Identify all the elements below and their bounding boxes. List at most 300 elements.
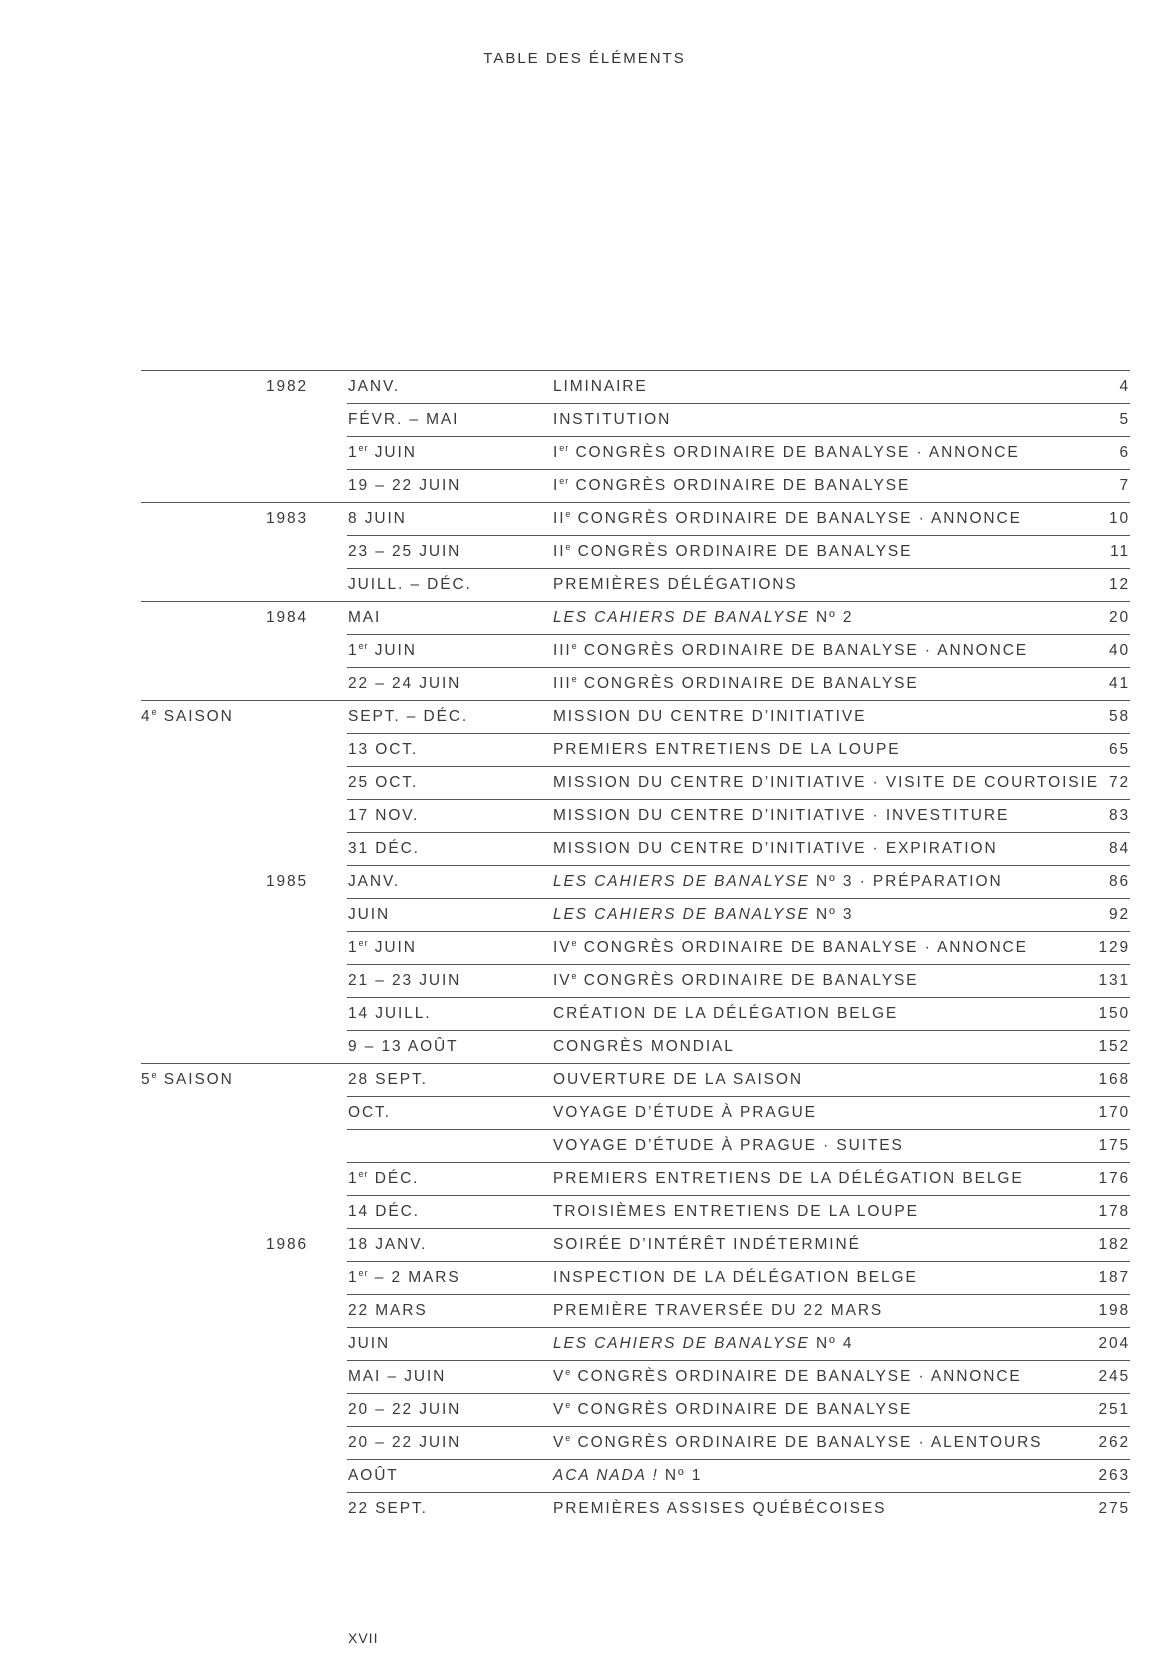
date-label <box>348 1294 428 1327</box>
page-number-text: 83 <box>1108 807 1130 824</box>
date-label <box>348 403 459 436</box>
date-day: 1 <box>348 1269 359 1286</box>
toc-row <box>141 1327 1130 1360</box>
page-number <box>1109 832 1130 865</box>
toc-row <box>141 667 1130 700</box>
entry-title <box>553 799 1009 832</box>
roman-sup: er <box>559 443 570 453</box>
date-text: 20 – 22 JUIN <box>348 1434 462 1451</box>
title-text: LIMINAIRE <box>553 378 648 395</box>
entry-title <box>553 964 918 997</box>
year-text: 1982 <box>266 378 309 395</box>
entry-title <box>553 667 919 700</box>
page-number-text: 65 <box>1108 741 1130 758</box>
page-folio: XVII <box>348 1630 379 1646</box>
title-text: VOYAGE D’ÉTUDE À PRAGUE <box>553 1104 817 1121</box>
page-number-text: 20 <box>1108 609 1130 626</box>
title-text: PREMIÈRES DÉLÉGATIONS <box>553 576 798 593</box>
page-number <box>1098 1063 1130 1096</box>
date-label <box>348 370 400 403</box>
entry-title <box>553 700 866 733</box>
toc-row <box>141 568 1130 601</box>
page-number <box>1098 1030 1130 1063</box>
roman-numeral: III <box>553 675 572 692</box>
toc-row <box>141 964 1130 997</box>
date-text: 23 – 25 JUIN <box>348 543 462 560</box>
date-text: JUILL. – DÉC. <box>348 576 472 593</box>
toc-row <box>141 766 1130 799</box>
title-text: CONGRÈS MONDIAL <box>553 1038 735 1055</box>
entry-title <box>553 370 648 403</box>
entry-title <box>553 865 1003 898</box>
row-rule <box>347 1030 1130 1031</box>
year-label <box>266 370 308 403</box>
page-number <box>1119 469 1130 502</box>
separator-dot: · <box>918 939 938 956</box>
year-text: 1983 <box>266 510 309 527</box>
title-text: MISSION DU CENTRE D’INITIATIVE <box>553 840 867 857</box>
page-number <box>1109 601 1130 634</box>
page-number <box>1098 1294 1130 1327</box>
entry-title <box>553 997 898 1030</box>
title-text: CRÉATION DE LA DÉLÉGATION BELGE <box>553 1005 899 1022</box>
page-number <box>1109 733 1130 766</box>
date-text: FÉVR. – MAI <box>348 411 460 428</box>
date-sup: er <box>358 1268 369 1278</box>
toc-row <box>141 1096 1130 1129</box>
table-of-contents <box>141 370 1130 1525</box>
date-label <box>348 1228 427 1261</box>
title-text: MISSION DU CENTRE D’INITIATIVE <box>553 807 867 824</box>
page-number <box>1109 667 1130 700</box>
title-suffix: ANNONCE <box>928 444 1020 461</box>
roman-numeral: II <box>553 510 566 527</box>
entry-title <box>553 1294 883 1327</box>
date-label <box>348 436 417 469</box>
toc-row <box>141 502 1130 535</box>
running-head: TABLE DES ÉLÉMENTS <box>483 50 686 67</box>
year-text: 1986 <box>266 1236 309 1253</box>
date-day: 1 <box>348 939 359 956</box>
date-sup: er <box>358 938 369 948</box>
date-text: JANV. <box>348 873 401 890</box>
date-label <box>348 568 472 601</box>
date-text: 20 – 22 JUIN <box>348 1401 462 1418</box>
title-text: INSPECTION DE LA DÉLÉGATION BELGE <box>553 1269 918 1286</box>
date-text: 31 DÉC. <box>348 840 420 857</box>
row-rule <box>347 1459 1130 1460</box>
page-number <box>1119 403 1130 436</box>
roman-numeral: V <box>553 1401 566 1418</box>
toc-row <box>141 1162 1130 1195</box>
page-number-text: 198 <box>1098 1302 1130 1319</box>
date-label <box>348 1096 391 1129</box>
date-text: 28 SEPT. <box>348 1071 428 1088</box>
date-label <box>348 832 420 865</box>
toc-row <box>141 436 1130 469</box>
season-number: 4 <box>141 708 152 725</box>
season-sup: e <box>151 1070 158 1080</box>
toc-row <box>141 1261 1130 1294</box>
date-text: 19 – 22 JUIN <box>348 477 462 494</box>
entry-title <box>553 1261 918 1294</box>
entry-title <box>553 403 671 436</box>
entry-title <box>553 1063 803 1096</box>
entry-title <box>553 535 912 568</box>
entry-title <box>553 1393 912 1426</box>
toc-row <box>141 931 1130 964</box>
title-text: CONGRÈS ORDINAIRE DE BANALYSE <box>583 675 919 692</box>
entry-title <box>553 469 910 502</box>
separator-dot: · <box>912 510 932 527</box>
date-label <box>348 766 418 799</box>
toc-row <box>141 1063 1130 1096</box>
date-text: JUIN <box>348 1335 391 1352</box>
toc-row <box>141 865 1130 898</box>
entry-title <box>553 898 853 931</box>
title-suffix: PRÉPARATION <box>872 873 1003 890</box>
date-sup: er <box>358 1169 369 1179</box>
page-number <box>1098 1228 1130 1261</box>
page-number-text: 152 <box>1098 1038 1130 1055</box>
date-text: 17 NOV. <box>348 807 420 824</box>
date-text: 22 SEPT. <box>348 1500 428 1517</box>
toc-row <box>141 832 1130 865</box>
title-suffix: INVESTITURE <box>885 807 1010 824</box>
date-day: 1 <box>348 642 359 659</box>
roman-numeral: III <box>553 642 572 659</box>
season-label <box>141 1063 234 1096</box>
page-number-text: 251 <box>1098 1401 1130 1418</box>
page-number-text: 41 <box>1108 675 1130 692</box>
page-number-text: 178 <box>1098 1203 1130 1220</box>
date-rest: – 2 MARS <box>368 1269 461 1286</box>
page-number <box>1098 997 1130 1030</box>
date-label <box>348 1195 420 1228</box>
title-text: CONGRÈS ORDINAIRE DE BANALYSE <box>577 510 913 527</box>
title-text: VOYAGE D’ÉTUDE À PRAGUE <box>553 1137 817 1154</box>
title-text: CONGRÈS ORDINAIRE DE BANALYSE <box>577 1401 913 1418</box>
title-text: CONGRÈS ORDINAIRE DE BANALYSE <box>583 939 919 956</box>
page-number-text: 84 <box>1108 840 1130 857</box>
entry-title <box>553 832 998 865</box>
date-rest: JUIN <box>368 642 417 659</box>
date-text: SEPT. – DÉC. <box>348 708 469 725</box>
date-label <box>348 997 431 1030</box>
year-label <box>266 601 308 634</box>
date-text: 13 OCT. <box>348 741 419 758</box>
page-number-text: 187 <box>1098 1269 1130 1286</box>
title-text: PREMIERS ENTRETIENS DE LA DÉLÉGATION BELGE <box>553 1170 1024 1187</box>
date-label <box>348 469 461 502</box>
date-label <box>348 700 468 733</box>
date-day: 1 <box>348 444 359 461</box>
page-number-text: 92 <box>1108 906 1130 923</box>
date-label <box>348 535 461 568</box>
page-number-text: 131 <box>1098 972 1130 989</box>
date-label <box>348 931 417 964</box>
roman-numeral: I <box>553 444 560 461</box>
page-number <box>1098 1492 1130 1525</box>
date-label <box>348 799 419 832</box>
toc-row <box>141 601 1130 634</box>
page-number-text: 245 <box>1098 1368 1130 1385</box>
roman-sup: e <box>571 971 578 981</box>
toc-row <box>141 469 1130 502</box>
date-label <box>348 1393 461 1426</box>
title-text: CONGRÈS ORDINAIRE DE BANALYSE <box>577 543 913 560</box>
date-label <box>348 1459 399 1492</box>
roman-sup: e <box>571 938 578 948</box>
issue-number: Nº 2 <box>809 609 854 626</box>
page-number <box>1098 1360 1130 1393</box>
toc-row <box>141 634 1130 667</box>
page-number <box>1098 1393 1130 1426</box>
roman-numeral: IV <box>553 939 572 956</box>
toc-row <box>141 1492 1130 1525</box>
toc-row <box>141 733 1130 766</box>
toc-row <box>141 700 1130 733</box>
year-label <box>266 502 308 535</box>
title-text: CONGRÈS ORDINAIRE DE BANALYSE <box>575 477 911 494</box>
date-text: 14 JUILL. <box>348 1005 432 1022</box>
title-text: PREMIÈRES ASSISES QUÉBÉCOISES <box>553 1500 887 1517</box>
issue-number: Nº 4 <box>809 1335 854 1352</box>
title-text: CONGRÈS ORDINAIRE DE BANALYSE <box>575 444 911 461</box>
date-text: AOÛT <box>348 1467 399 1484</box>
page-number <box>1098 1162 1130 1195</box>
page-number <box>1109 898 1130 931</box>
toc-row <box>141 535 1130 568</box>
roman-sup: er <box>559 476 570 486</box>
separator-dot: · <box>910 444 929 461</box>
title-text: PREMIÈRE TRAVERSÉE DU 22 MARS <box>553 1302 884 1319</box>
separator-dot: · <box>918 642 938 659</box>
row-rule <box>347 403 1130 404</box>
roman-numeral: V <box>553 1434 566 1451</box>
entry-title <box>553 502 1022 535</box>
separator-dot: · <box>853 873 873 890</box>
page-number <box>1098 1129 1130 1162</box>
page-number <box>1098 1327 1130 1360</box>
year-label <box>266 1228 308 1261</box>
toc-row <box>141 403 1130 436</box>
roman-numeral: IV <box>553 972 572 989</box>
date-label <box>348 898 390 931</box>
date-text: 25 OCT. <box>348 774 419 791</box>
separator-dot: · <box>866 774 886 791</box>
page-number-text: 5 <box>1119 411 1130 428</box>
roman-sup: e <box>571 641 578 651</box>
toc-row <box>141 997 1130 1030</box>
page-number <box>1109 865 1130 898</box>
entry-title <box>553 568 798 601</box>
page-number <box>1109 700 1130 733</box>
season-sup: e <box>151 707 158 717</box>
date-text: 22 – 24 JUIN <box>348 675 462 692</box>
toc-row <box>141 1195 1130 1228</box>
toc-row <box>141 799 1130 832</box>
page-number-text: 11 <box>1110 543 1130 560</box>
year-text: 1984 <box>266 609 309 626</box>
date-label <box>348 1492 428 1525</box>
date-text: 18 JANV. <box>348 1236 428 1253</box>
page-number-text: 7 <box>1119 477 1130 494</box>
date-text: 9 – 13 AOÛT <box>348 1038 459 1055</box>
entry-title <box>553 1492 886 1525</box>
year-label <box>266 865 308 898</box>
toc-row <box>141 1459 1130 1492</box>
page-number-text: 170 <box>1098 1104 1130 1121</box>
page-number-text: 6 <box>1119 444 1130 461</box>
title-suffix: SUITES <box>836 1137 904 1154</box>
title-suffix: EXPIRATION <box>885 840 998 857</box>
date-label <box>348 733 418 766</box>
page-number-text: 263 <box>1098 1467 1130 1484</box>
date-label <box>348 1327 390 1360</box>
roman-numeral: I <box>553 477 560 494</box>
toc-row <box>141 1393 1130 1426</box>
season-label <box>141 700 234 733</box>
season-word: SAISON <box>163 1071 234 1088</box>
season-number: 5 <box>141 1071 152 1088</box>
title-text: LES CAHIERS DE BANALYSE <box>553 1335 810 1352</box>
title-text: PREMIERS ENTRETIENS DE LA LOUPE <box>553 741 901 758</box>
separator-dot: · <box>912 1368 931 1385</box>
date-label <box>348 502 407 535</box>
issue-number: Nº 1 <box>658 1467 703 1484</box>
title-suffix: ALENTOURS <box>930 1434 1043 1451</box>
issue-number: Nº 3 <box>809 873 854 890</box>
season-word: SAISON <box>163 708 234 725</box>
page-number <box>1098 1195 1130 1228</box>
date-label <box>348 634 417 667</box>
page-number-text: 168 <box>1098 1071 1130 1088</box>
entry-title <box>553 436 1020 469</box>
toc-row <box>141 1294 1130 1327</box>
page-number <box>1098 964 1130 997</box>
page-number <box>1098 1426 1130 1459</box>
entry-title <box>553 1426 1042 1459</box>
page-number <box>1109 502 1130 535</box>
date-text: MAI <box>348 609 382 626</box>
toc-row <box>141 1228 1130 1261</box>
separator-dot: · <box>866 840 886 857</box>
date-label <box>348 1162 419 1195</box>
entry-title <box>553 1129 904 1162</box>
page-number-text: 58 <box>1108 708 1130 725</box>
date-rest: JUIN <box>368 444 417 461</box>
page-number-text: 262 <box>1098 1434 1130 1451</box>
date-text: JANV. <box>348 378 401 395</box>
year-text: 1985 <box>266 873 309 890</box>
title-text: LES CAHIERS DE BANALYSE <box>553 609 810 626</box>
page-number-text: 12 <box>1108 576 1130 593</box>
title-suffix: ANNONCE <box>930 1368 1022 1385</box>
date-label <box>348 1261 461 1294</box>
page-number-text: 72 <box>1108 774 1130 791</box>
toc-row <box>141 370 1130 403</box>
date-sup: er <box>358 641 369 651</box>
roman-sup: e <box>571 674 578 684</box>
title-text: ACA NADA ! <box>553 1467 659 1484</box>
date-label <box>348 601 381 634</box>
title-text: MISSION DU CENTRE D’INITIATIVE <box>553 708 867 725</box>
date-label <box>348 667 461 700</box>
date-sup: er <box>358 443 369 453</box>
entry-title <box>553 931 1028 964</box>
page-number <box>1109 799 1130 832</box>
page-number <box>1098 1096 1130 1129</box>
title-text: MISSION DU CENTRE D’INITIATIVE <box>553 774 867 791</box>
toc-row <box>141 1030 1130 1063</box>
page-number-text: 275 <box>1098 1500 1130 1517</box>
entry-title <box>553 733 900 766</box>
roman-sup: e <box>565 1367 572 1377</box>
page-number <box>1098 1459 1130 1492</box>
title-text: CONGRÈS ORDINAIRE DE BANALYSE <box>577 1368 913 1385</box>
title-text: CONGRÈS ORDINAIRE DE BANALYSE <box>583 972 919 989</box>
toc-row <box>141 1129 1130 1162</box>
entry-title <box>553 1195 919 1228</box>
date-label <box>348 1063 428 1096</box>
page-number-text: 204 <box>1098 1335 1130 1352</box>
separator-dot: · <box>816 1137 837 1154</box>
entry-title <box>553 634 1028 667</box>
page-number <box>1098 1261 1130 1294</box>
title-suffix: ANNONCE <box>931 510 1022 527</box>
title-text: CONGRÈS ORDINAIRE DE BANALYSE <box>577 1434 913 1451</box>
entry-title <box>553 601 853 634</box>
date-label <box>348 964 461 997</box>
date-text: OCT. <box>348 1104 391 1121</box>
entry-title <box>553 1228 861 1261</box>
page-number-text: 176 <box>1098 1170 1130 1187</box>
date-text: 8 JUIN <box>348 510 407 527</box>
page-number <box>1119 436 1130 469</box>
title-suffix: VISITE DE COURTOISIE <box>885 774 1099 791</box>
page-number-text: 129 <box>1098 939 1130 956</box>
title-text: CONGRÈS ORDINAIRE DE BANALYSE <box>583 642 919 659</box>
toc-row <box>141 898 1130 931</box>
date-rest: JUIN <box>368 939 417 956</box>
toc-row <box>141 1360 1130 1393</box>
date-label <box>348 1426 461 1459</box>
separator-dot: · <box>912 1434 931 1451</box>
page-number <box>1098 931 1130 964</box>
entry-title <box>553 1096 817 1129</box>
page-number <box>1109 634 1130 667</box>
page-number <box>1109 766 1130 799</box>
page-number-text: 86 <box>1108 873 1130 890</box>
date-day: 1 <box>348 1170 359 1187</box>
entry-title <box>553 766 1099 799</box>
page-number <box>1110 535 1130 568</box>
page-number-text: 182 <box>1098 1236 1130 1253</box>
entry-title <box>553 1162 1024 1195</box>
page-number-text: 175 <box>1098 1137 1130 1154</box>
entry-title <box>553 1327 853 1360</box>
toc-row <box>141 1426 1130 1459</box>
title-text: SOIRÉE D’INTÉRÊT INDÉTERMINÉ <box>553 1236 861 1253</box>
page-number <box>1119 370 1130 403</box>
title-suffix: ANNONCE <box>937 939 1028 956</box>
entry-title <box>553 1030 735 1063</box>
date-rest: DÉC. <box>368 1170 420 1187</box>
page-number <box>1109 568 1130 601</box>
date-text: 14 DÉC. <box>348 1203 420 1220</box>
entry-title <box>553 1459 702 1492</box>
